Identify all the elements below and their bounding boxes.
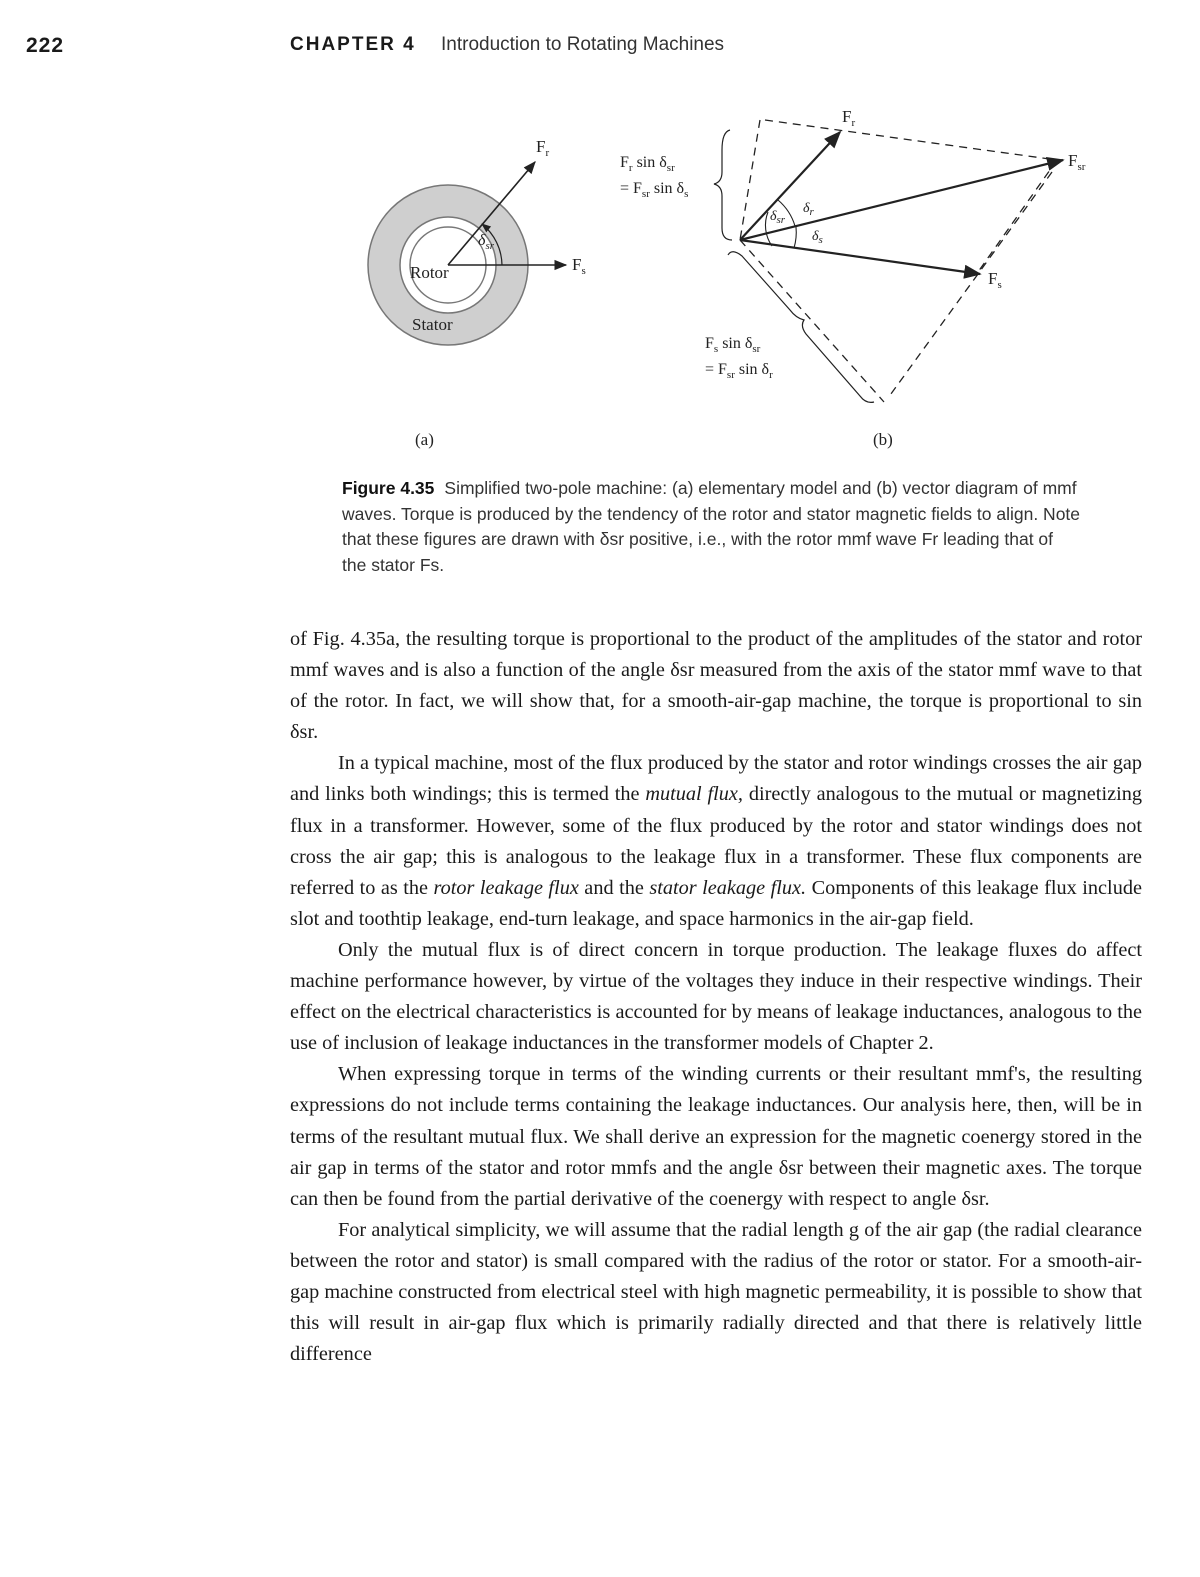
term-mutual-flux: mutual flux, [645,783,743,806]
angle-r-label-b: $\delta_r$ [803,201,814,218]
fs-label-a: $F_s$ [572,255,586,277]
top-equation-line2: = $F_{sr}$ $\sin \delta_s$ [620,180,689,200]
sublabel-a: (a) [415,430,434,449]
angle-s-label-b: $\delta_s$ [812,229,823,246]
paragraph-1: of Fig. 4.35a, the resulting torque is proportional to the product of the amplitudes of the stator and rotor mmf waves and is also a function of the angle δsr measured from the axis of the stator mmf wave to that of the rotor. In fact, we will show that, for a smooth-air-gap machine, the torque is proportional to sin δsr. [290,628,1142,744]
stator-label: Stator [412,315,453,334]
figure-number: Figure 4.35 [342,478,435,498]
chapter-label: CHAPTER 4 [290,34,416,55]
panel-b [620,107,1086,449]
paragraph-3: Only the mutual flux is of direct concern in torque production. The leakage fluxes do affect machine performance however, by virtue of the voltages they induce in their respective windings. Their effect on the electrical characteristics is accounted for by means of leakage inductances, analogous to the use of inclusion of leakage inductances in the transformer models of Chapter 2. [290,938,1142,1055]
dashed-top [765,120,1057,160]
page-number: 222 [26,34,65,57]
caption-text: Simplified two-pole machine: (a) elementary model and (b) vector diagram of mmf waves. Torque is produced by the tendency of the rotor and stator magnetic fields to align. Note that these figures are drawn with δsr positive, i.e., with the rotor mmf wave Fr leading that of the stator Fs. [342,478,1081,575]
brace-top [714,130,732,240]
top-equation-line1: $F_r$ $\sin \delta_{sr}$ [620,154,675,174]
figure-caption [342,476,1082,578]
angle-sr-label-b: $\delta_{sr}$ [770,209,786,226]
bottom-equation-line1: $F_s$ $\sin \delta_{sr}$ [705,335,761,355]
angle-s-arc [794,227,796,248]
paragraph-2: In a typical machine, most of the flux produced by the stator and rotor windings crosses the air gap and links both windings; this is termed the mutual flux, directly analogous to the mutual or magnetizing flux in a transformer. However, some of the flux produced by the rotor and stator windings does not cross the air gap; this is analogous to the leakage flux in a transformer. These flux components are referred to as the rotor leakage flux and the stator leakage flux. Components of this leakage flux include slot and toothtip leakage, end-turn leakage, and space harmonics in the air-gap field. [290,752,1142,930]
term-rotor-leakage-flux: rotor leakage flux [433,876,579,899]
figure-drawing [0,90,1200,460]
angle-sr-label-a: $\delta_{sr}$ [478,232,494,252]
figure-4-35 [0,90,1200,460]
fs-label-b: $F_s$ [988,269,1002,291]
dashed-right [978,160,1057,272]
chapter-title: Introduction to Rotating Machines [441,34,725,55]
running-head [26,34,1176,64]
brace-bottom [728,252,874,403]
dashed-projection [888,172,1052,398]
paragraph-5: For analytical simplicity, we will assume that the radial length g of the air gap (the radial clearance between the rotor and stator) is small compared with the radius of the rotor or stator. For a smooth-air-gap machine constructed from electrical steel with high magnetic permeability, it is possible to show that this will result in air-gap flux which is primarily radially directed and that there is relatively little difference [290,1218,1142,1366]
fsr-vector-b [740,160,1063,240]
body-text [290,624,1142,1370]
paragraph-4: When expressing torque in terms of the winding currents or their resultant mmf's, the resulting expressions do not include terms containing the leakage inductances. Our analysis here, then, will be in terms of the resultant mutual flux. We shall derive an expression for the magnetic coenergy stored in the air gap in terms of the stator and rotor mmfs and the angle δsr between their magnetic axes. The torque can then be found from the partial derivative of the coenergy with respect to angle δsr. [290,1063,1142,1210]
fr-label-b: $F_r$ [842,107,856,129]
sublabel-b: (b) [873,430,893,449]
term-stator-leakage-flux: stator leakage flux. [649,876,807,899]
fr-label-a: $F_r$ [536,137,550,159]
rotor-label: Rotor [410,263,449,282]
fs-vector-b [740,240,980,274]
bottom-equation-line2: = $F_{sr}$ $\sin \delta_r$ [705,361,773,381]
panel-a [368,137,586,449]
fsr-label-b: $F_{sr}$ [1068,151,1086,173]
